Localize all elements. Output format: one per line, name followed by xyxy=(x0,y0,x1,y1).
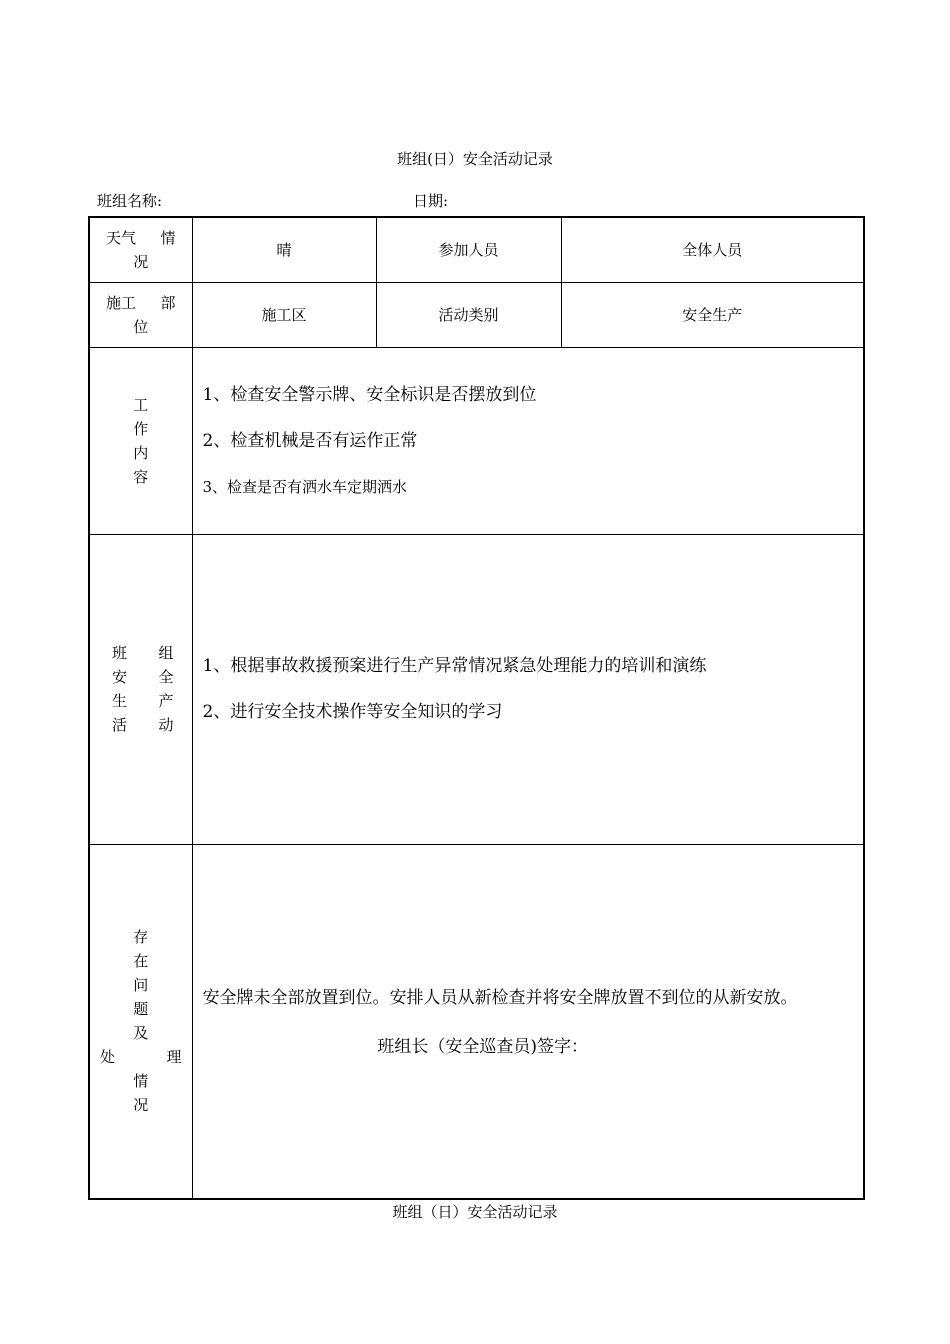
work-label-line: 作 xyxy=(133,419,149,438)
work-label-line: 工 xyxy=(133,395,149,414)
issues-label-char: 问 xyxy=(133,976,149,995)
weather-value: 晴 xyxy=(192,217,376,282)
issues-label-char: 处 xyxy=(100,1048,116,1067)
issues-label-char: 存 xyxy=(133,928,149,947)
issues-label-char: 在 xyxy=(133,952,149,971)
activity-label-char: 动 xyxy=(158,716,174,734)
activity-label-char: 产 xyxy=(158,692,174,710)
work-item: 3、检查是否有洒水车定期洒水 xyxy=(202,477,408,496)
weather-row xyxy=(89,217,864,282)
activity-content xyxy=(192,534,864,844)
issues-row xyxy=(89,844,864,1199)
date-label: 日期: xyxy=(413,192,449,210)
weather-label-b: 情 xyxy=(160,228,176,247)
work-item: 1、检查安全警示牌、安全标识是否摆放到位 xyxy=(202,384,537,405)
category-label: 活动类别 xyxy=(376,282,561,347)
location-row xyxy=(89,282,864,347)
work-content xyxy=(192,347,864,534)
issues-label xyxy=(89,844,192,1199)
issues-text: 安全牌未全部放置到位。安排人员从新检查并将安全牌放置不到位的从新安放。 xyxy=(202,988,798,1009)
issues-label-char: 及 xyxy=(133,1024,149,1043)
signature-label: 班组长（安全巡查员)签字： xyxy=(377,1037,589,1058)
activity-label-row xyxy=(90,713,192,737)
issues-content xyxy=(192,844,864,1199)
activity-label-char: 活 xyxy=(112,716,128,734)
activity-label-char: 班 xyxy=(112,644,128,662)
activity-row xyxy=(89,534,864,844)
location-label-c: 位 xyxy=(133,317,149,336)
activity-label-char: 生 xyxy=(112,692,128,710)
activity-label-row xyxy=(90,689,192,713)
work-item: 2、检查机械是否有运作正常 xyxy=(202,430,418,451)
issues-label-char: 题 xyxy=(133,1000,149,1019)
footer-title: 班组（日）安全活动记录 xyxy=(392,1203,558,1221)
activity-label-char: 组 xyxy=(158,644,174,662)
activity-label-row xyxy=(90,641,192,665)
participants-label: 参加人员 xyxy=(376,217,561,282)
issues-label-char: 理 xyxy=(166,1048,182,1067)
location-label-b: 部 xyxy=(160,293,176,312)
activity-label-char: 安 xyxy=(112,668,128,686)
activity-label xyxy=(89,534,192,844)
team-name-label: 班组名称: xyxy=(97,192,163,210)
work-label-line: 容 xyxy=(133,467,149,486)
work-label-line: 内 xyxy=(133,443,149,462)
location-label-a: 施工 xyxy=(106,293,137,312)
activity-item: 1、根据事故救援预案进行生产异常情况紧急处理能力的培训和演练 xyxy=(202,656,707,676)
page-title: 班组(日）安全活动记录 xyxy=(397,150,553,168)
issues-label-char: 情 xyxy=(133,1072,149,1091)
activity-record-table xyxy=(88,216,865,1200)
location-value: 施工区 xyxy=(192,282,376,347)
participants-value: 全体人员 xyxy=(561,217,864,282)
location-label xyxy=(89,282,192,347)
issues-label-row xyxy=(90,1045,192,1069)
work-row xyxy=(89,347,864,534)
category-value: 安全生产 xyxy=(561,282,864,347)
weather-label-c: 况 xyxy=(133,252,149,271)
weather-label xyxy=(89,217,192,282)
activity-label-row xyxy=(90,665,192,689)
activity-item: 2、进行安全技术操作等安全知识的学习 xyxy=(202,702,503,722)
issues-label-char: 况 xyxy=(133,1096,149,1115)
weather-label-a: 天气 xyxy=(106,228,137,247)
work-label xyxy=(89,347,192,534)
activity-label-char: 全 xyxy=(158,668,174,686)
